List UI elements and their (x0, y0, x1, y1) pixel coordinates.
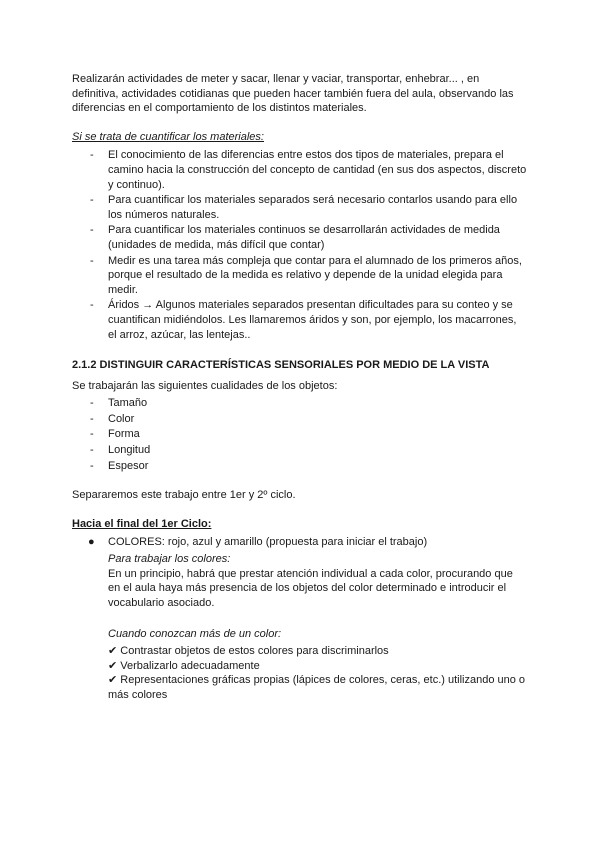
dash-mark: - (90, 149, 94, 162)
quantify-list (72, 148, 528, 342)
colors-bullet-text: COLORES: rojo, azul y amarillo (propuesta para iniciar el trabajo) (108, 536, 428, 549)
list-item-text: Áridos → Algunos materiales separados presentan dificultades para su conteo y se cuantifican midiéndolos. Les llamaremos áridos y son, por ejemplo, los macarrones, el arroz, azúcar, las lentejas.. (108, 299, 517, 341)
list-item-text: Para cuantificar los materiales continuos se desarrollarán actividades de medida (unidades de medida, más difícil que contar) (108, 224, 500, 251)
list-item (72, 427, 528, 442)
work-colors-heading: Para trabajar los colores: (108, 553, 231, 566)
colors-bullet (72, 535, 528, 550)
list-item (72, 412, 528, 427)
list-item (72, 193, 528, 222)
qualities-list (72, 396, 528, 473)
dash-mark: - (90, 444, 94, 457)
list-item-text: Tamaño (108, 397, 148, 410)
list-item (72, 254, 528, 298)
list-item-text: Color (108, 412, 135, 425)
bullet-dot-icon: ● (88, 536, 95, 549)
dash-mark: - (90, 254, 94, 267)
list-item-text: Longitud (108, 444, 151, 457)
list-item (72, 298, 528, 342)
list-item-text: Para cuantificar los materiales separados será necesario contarlos usando para ello los números naturales. (108, 194, 518, 221)
dash-mark: - (90, 459, 94, 472)
check-item: ✔ Representaciones gráficas propias (lápices de colores, ceras, etc.) utilizando uno o más colores (108, 674, 526, 701)
section-lead: Se trabajarán las siguientes cualidades de los objetos: (72, 379, 338, 392)
list-item (72, 459, 528, 474)
list-item (72, 148, 528, 192)
document-page (72, 72, 528, 702)
dash-mark: - (90, 397, 94, 410)
list-item (72, 443, 528, 458)
list-item-text: Forma (108, 428, 140, 441)
dash-mark: - (90, 224, 94, 237)
split-paragraph: Separaremos este trabajo entre 1er y 2º ciclo. (72, 489, 296, 502)
intro-paragraph: Realizarán actividades de meter y sacar, llenar y vaciar, transportar, enhebrar... , en definitiva, actividades cotidianas que pueden hacer también fuera del aula, observando las diferencias en el comportamiento de los distintos materiales. (72, 73, 514, 115)
check-item: ✔ Contrastar objetos de estos colores para discriminarlos (108, 645, 389, 657)
list-item-text: El conocimiento de las diferencias entre estos dos tipos de materiales, prepara el camino hacia la construcción del concepto de cantidad (en sus dos aspectos, discreto y continuo). (108, 149, 527, 191)
list-item (72, 223, 528, 252)
dash-mark: - (90, 428, 94, 441)
list-item (72, 396, 528, 411)
work-colors-text: En un principio, habrá que prestar atención individual a cada color, procurando que en el aula haya más presencia de los objetos del color determinado e introducir el vocabulario asociado. (108, 567, 513, 609)
checks-list (72, 644, 528, 702)
dash-mark: - (90, 299, 94, 312)
list-item-text: Medir es una tarea más compleja que contar para el alumnado de los primeros años, porque el resultado de la medida es relativo y depende de la unidad elegida para medir. (108, 254, 522, 296)
known-colors-heading: Cuando conozcan más de un color: (108, 628, 282, 641)
work-colors-block (72, 552, 528, 642)
section-title: 2.1.2 DISTINGUIR CARACTERÍSTICAS SENSORIALES POR MEDIO DE LA VISTA (72, 359, 490, 372)
dash-mark: - (90, 194, 94, 207)
list-item-text: Espesor (108, 459, 149, 472)
cycle-title: Hacia el final del 1er Ciclo: (72, 517, 212, 530)
check-item: ✔ Verbalizarlo adecuadamente (108, 659, 260, 672)
dash-mark: - (90, 412, 94, 425)
quantify-heading: Si se trata de cuantificar los materiales: (72, 130, 264, 143)
